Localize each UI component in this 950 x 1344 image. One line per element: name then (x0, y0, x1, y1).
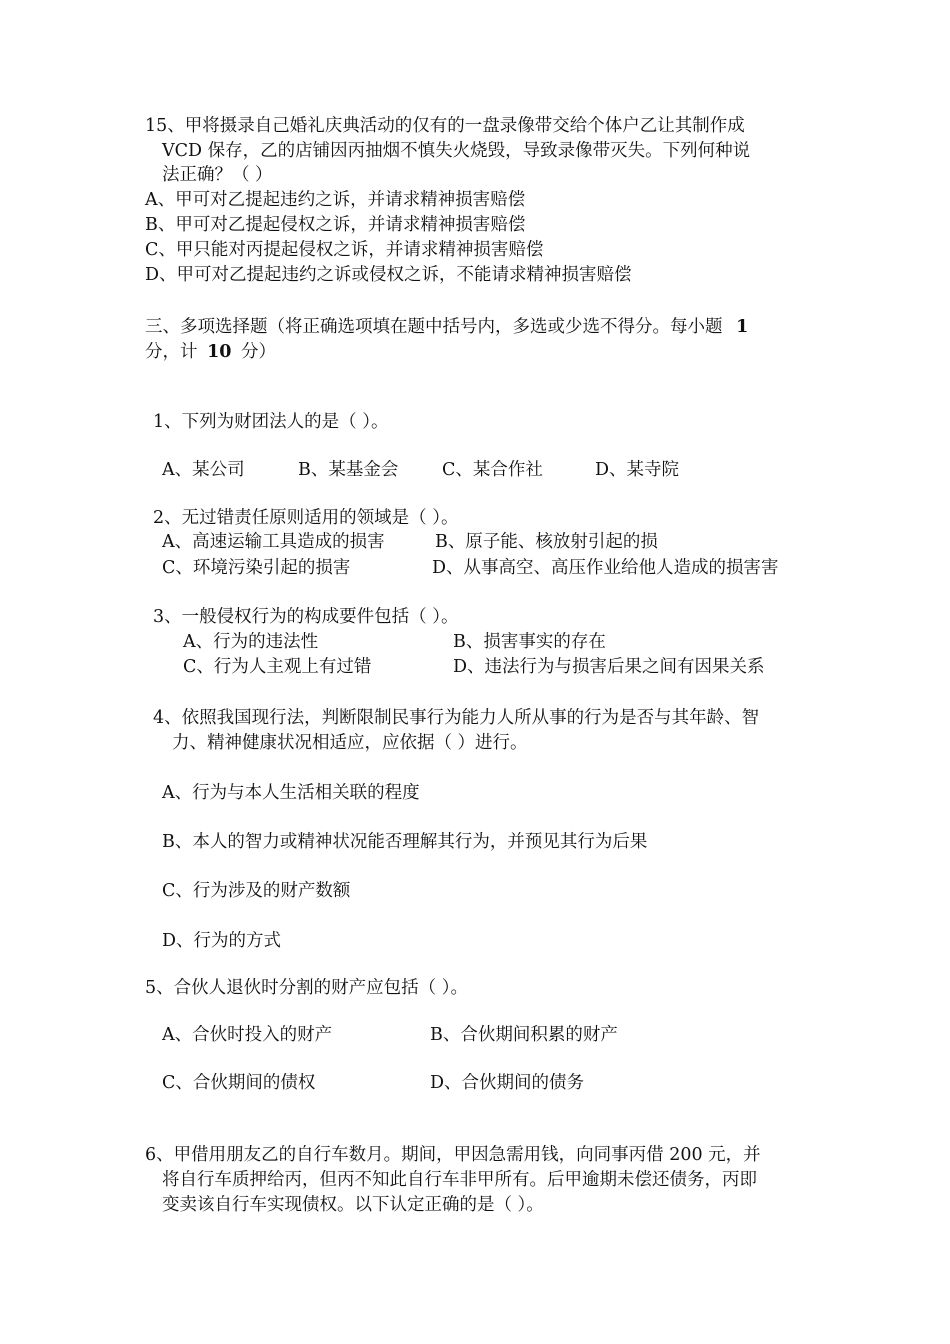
q6-stem-line-1: 6、甲借用朋友乙的自行车数月。期间，甲因急需用钱，向同事丙借 200 元，并 (145, 1145, 761, 1165)
q1-stem: 1、下列为财团法人的是（ ）。 (153, 412, 389, 432)
q3-option-a: A、行为的违法性 (183, 632, 319, 652)
section-3-heading-line-1 (145, 315, 748, 339)
q15-stem-line-2: VCD 保存，乙的店铺因丙抽烟不慎失火烧毁，导致录像带灭失。下列何种说 (162, 141, 751, 161)
q5-option-d: D、合伙期间的债务 (430, 1073, 585, 1093)
q3-option-d: D、违法行为与损害后果之间有因果关系 (453, 657, 765, 677)
q2-option-c: C、环境污染引起的损害 (162, 558, 351, 578)
section-3-heading-text: 三、多项选择题（将正确选项填在题中括号内，多选或少选不得分。每小题 (145, 317, 723, 337)
q4-option-d: D、行为的方式 (162, 931, 282, 951)
q1-option-d: D、某寺院 (595, 460, 680, 480)
q3-option-c: C、行为人主观上有过错 (183, 657, 372, 677)
section-3-points-per-item: 1 (736, 317, 749, 337)
q4-stem-line-2: 力、精神健康状况相适应，应依据（ ）进行。 (172, 733, 528, 753)
section-3-total-points: 10 (207, 342, 232, 362)
q15-option-d: D、甲可对乙提起违约之诉或侵权之诉，不能请求精神损害赔偿 (145, 265, 632, 285)
q2-option-a: A、高速运输工具造成的损害 (162, 532, 385, 552)
q5-stem: 5、合伙人退伙时分割的财产应包括（ ）。 (145, 978, 468, 998)
q2-option-d: D、从事高空、高压作业给他人造成的损害害 (432, 558, 779, 578)
q3-stem: 3、一般侵权行为的构成要件包括（ ）。 (153, 607, 459, 627)
q15-stem-line-3: 法正确？（ ） (162, 165, 273, 185)
q15-option-c: C、甲只能对丙提起侵权之诉，并请求精神损害赔偿 (145, 240, 544, 260)
section-3-heading-line-2 (145, 340, 276, 364)
q5-option-a: A、合伙时投入的财产 (162, 1025, 333, 1045)
q2-stem: 2、无过错责任原则适用的领域是（ ）。 (153, 508, 459, 528)
q1-option-c: C、某合作社 (442, 460, 543, 480)
q15-stem-line-1: 15、甲将摄录自己婚礼庆典活动的仅有的一盘录像带交给个体户乙让其制作成 (145, 116, 745, 136)
q1-option-b: B、某基金会 (298, 460, 399, 480)
q4-option-a: A、行为与本人生活相关联的程度 (162, 783, 420, 803)
q6-stem-line-3: 变卖该自行车实现债权。以下认定正确的是（ ）。 (162, 1195, 544, 1215)
q2-option-b: B、原子能、核放射引起的损 (435, 532, 658, 552)
q6-stem-line-2: 将自行车质押给丙，但丙不知此自行车非甲所有。后甲逾期未偿还债务，丙即 (162, 1170, 757, 1190)
q5-option-c: C、合伙期间的债权 (162, 1073, 316, 1093)
q15-option-b: B、甲可对乙提起侵权之诉，并请求精神损害赔偿 (145, 215, 526, 235)
q4-option-c: C、行为涉及的财产数额 (162, 881, 351, 901)
section-3-text-a: 分，计 (145, 342, 198, 362)
q15-option-a: A、甲可对乙提起违约之诉，并请求精神损害赔偿 (145, 190, 526, 210)
q1-option-a: A、某公司 (162, 460, 245, 480)
q3-option-b: B、损害事实的存在 (453, 632, 606, 652)
q5-option-b: B、合伙期间积累的财产 (430, 1025, 618, 1045)
q4-option-b: B、本人的智力或精神状况能否理解其行为，并预见其行为后果 (162, 832, 648, 852)
section-3-text-b: 分） (241, 342, 277, 362)
q4-stem-line-1: 4、依照我国现行法，判断限制民事行为能力人所从事的行为是否与其年龄、智 (153, 708, 760, 728)
